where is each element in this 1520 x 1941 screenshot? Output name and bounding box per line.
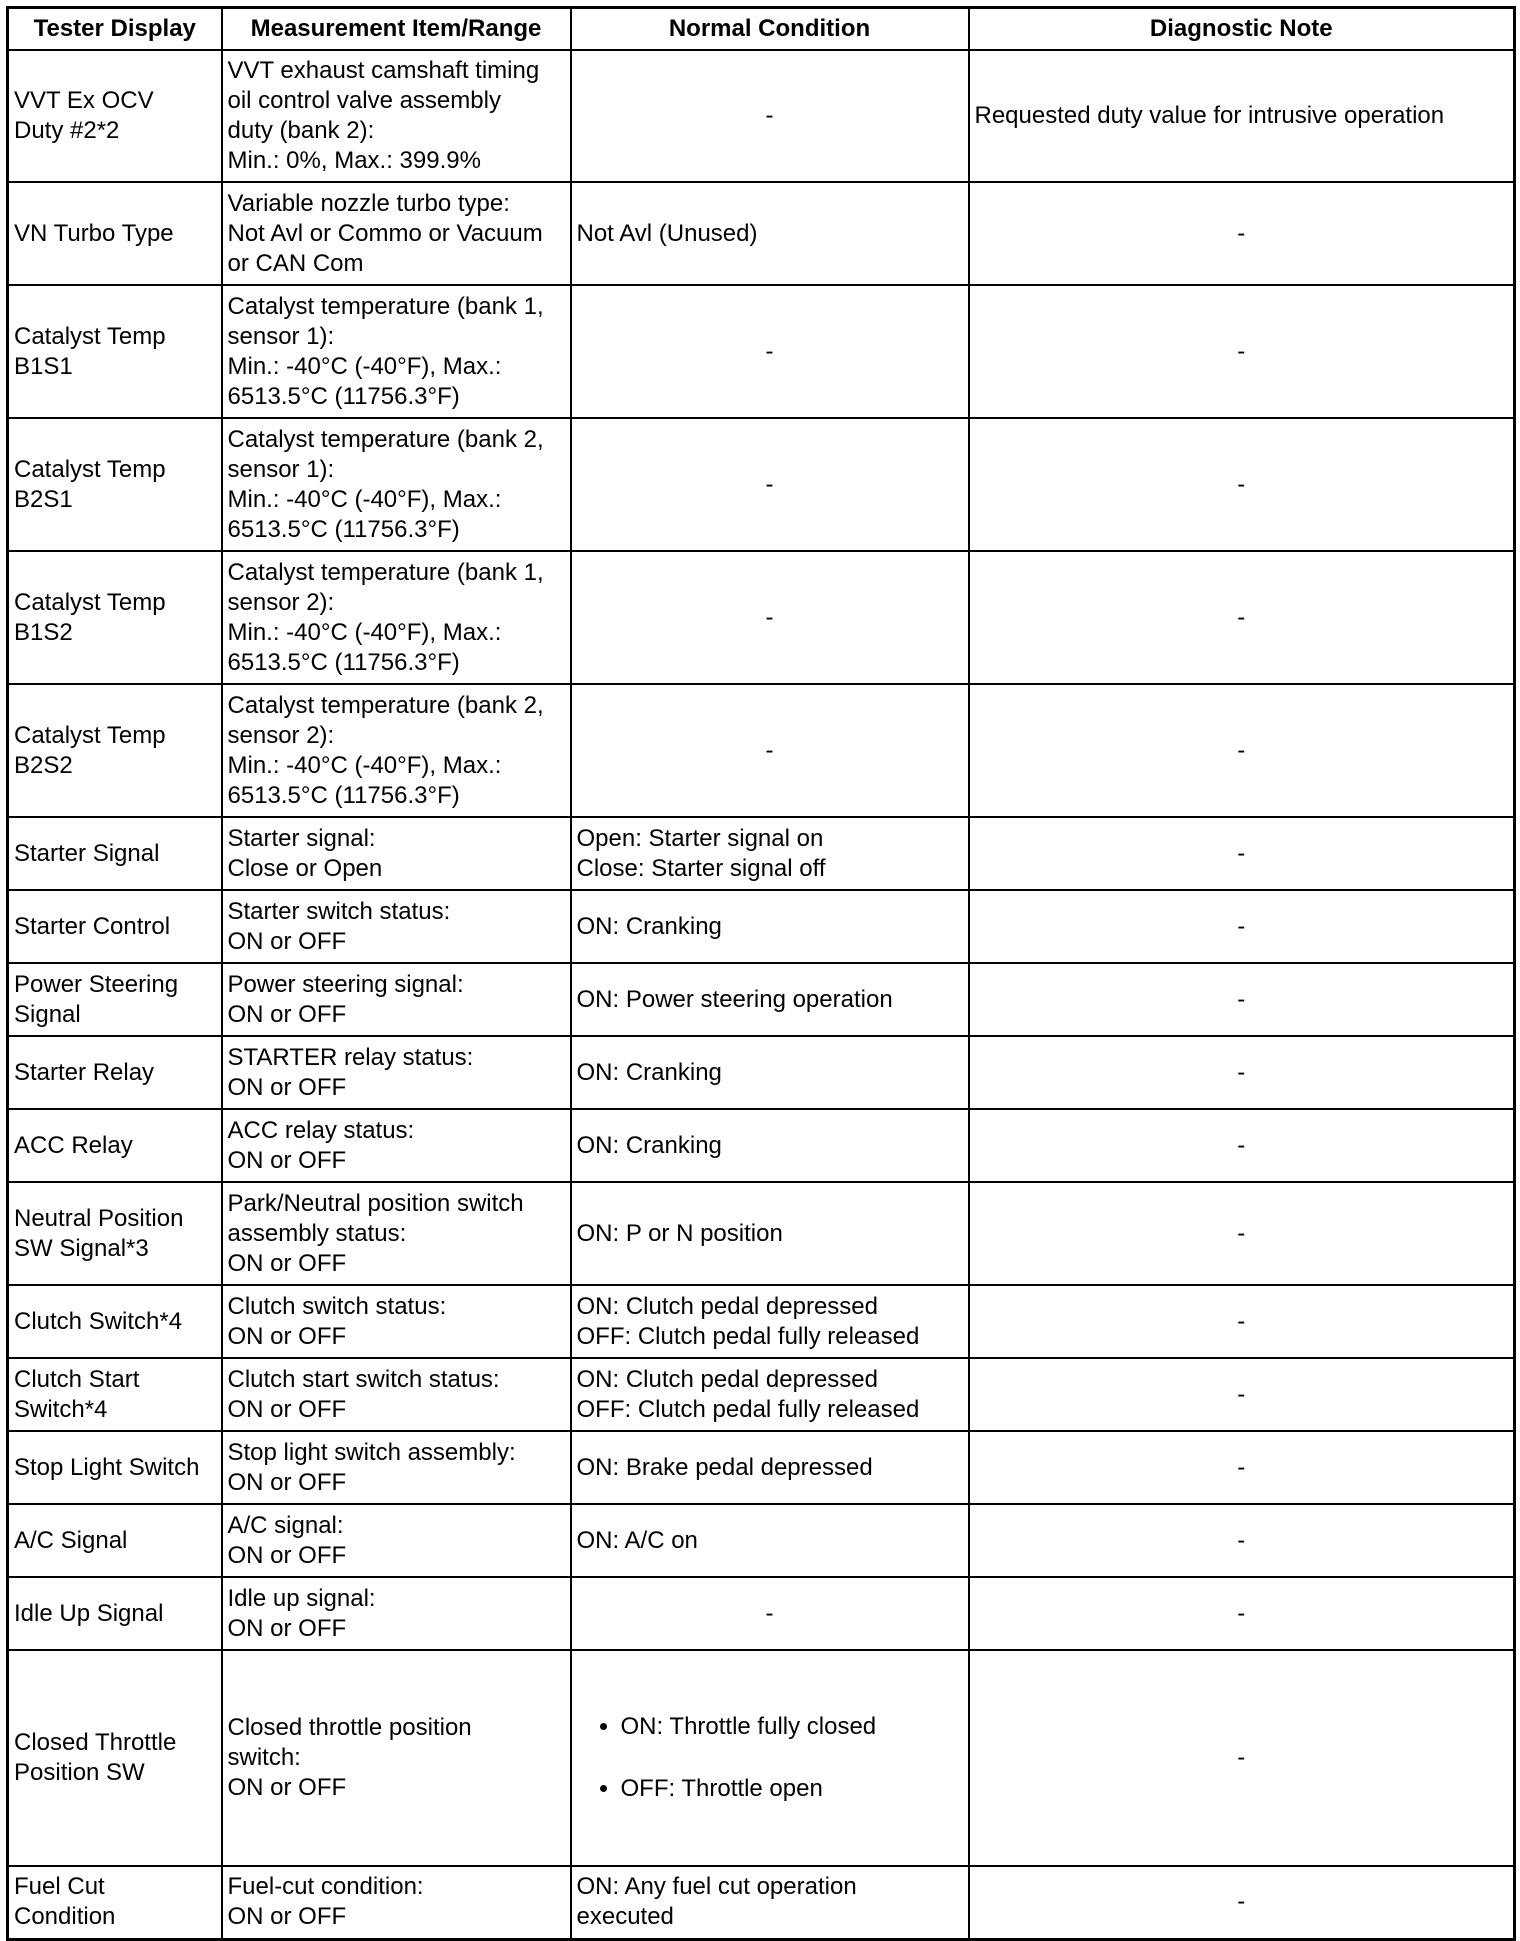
tester-display-cell: Power Steering Signal — [8, 963, 222, 1036]
column-header-tester-display: Tester Display — [8, 8, 222, 51]
tester-display-cell: VN Turbo Type — [8, 182, 222, 285]
normal-condition-cell: ON: P or N position — [571, 1182, 969, 1285]
normal-condition-cell: ON: Power steering operation — [571, 963, 969, 1036]
diagnostic-note-cell: - — [969, 182, 1515, 285]
table-row — [8, 817, 1515, 890]
range-cell: Variable nozzle turbo type: Not Avl or Commo or Vacuum or CAN Com — [222, 182, 571, 285]
tester-display-cell: Starter Signal — [8, 817, 222, 890]
diagnostic-note-cell: - — [969, 1650, 1515, 1866]
range-cell: Starter signal: Close or Open — [222, 817, 571, 890]
normal-condition-cell: ON: Clutch pedal depressed OFF: Clutch pedal fully released — [571, 1358, 969, 1431]
table-row — [8, 1866, 1515, 1939]
diagnostic-note-cell: - — [969, 285, 1515, 418]
tester-display-cell: Stop Light Switch — [8, 1431, 222, 1504]
range-cell: Catalyst temperature (bank 1, sensor 2): Min.: -40°C (-40°F), Max.: 6513.5°C (11756.3°F) — [222, 551, 571, 684]
table-row — [8, 182, 1515, 285]
table-row — [8, 1182, 1515, 1285]
column-header-diagnostic-note: Diagnostic Note — [969, 8, 1515, 51]
table-row — [8, 285, 1515, 418]
normal-condition-cell: - — [571, 551, 969, 684]
tester-display-cell: Catalyst Temp B1S1 — [8, 285, 222, 418]
diagnostic-note-cell: - — [969, 890, 1515, 963]
diagnostic-note-cell: - — [969, 551, 1515, 684]
range-cell: Catalyst temperature (bank 1, sensor 1): Min.: -40°C (-40°F), Max.: 6513.5°C (11756.3°F) — [222, 285, 571, 418]
table-row — [8, 684, 1515, 817]
range-cell: Catalyst temperature (bank 2, sensor 1): Min.: -40°C (-40°F), Max.: 6513.5°C (11756.3°F) — [222, 418, 571, 551]
range-cell: Closed throttle position switch: ON or OFF — [222, 1650, 571, 1866]
diagnostic-note-cell: - — [969, 1431, 1515, 1504]
table-row — [8, 1431, 1515, 1504]
diagnostic-note-cell: - — [969, 1866, 1515, 1939]
normal-condition-cell: - — [571, 50, 969, 182]
table-row — [8, 963, 1515, 1036]
tester-display-cell: Neutral Position SW Signal*3 — [8, 1182, 222, 1285]
tester-display-cell: Clutch Start Switch*4 — [8, 1358, 222, 1431]
diagnostic-note-cell: - — [969, 1358, 1515, 1431]
bullet-list — [577, 1681, 963, 1835]
normal-condition-cell: ON: Cranking — [571, 1109, 969, 1182]
column-header-normal-condition: Normal Condition — [571, 8, 969, 51]
tester-display-cell: VVT Ex OCV Duty #2*2 — [8, 50, 222, 182]
range-cell: ACC relay status: ON or OFF — [222, 1109, 571, 1182]
table-row — [8, 1109, 1515, 1182]
range-cell: Clutch start switch status: ON or OFF — [222, 1358, 571, 1431]
normal-condition-cell: ON: Brake pedal depressed — [571, 1431, 969, 1504]
diagnostic-note-cell: - — [969, 1285, 1515, 1358]
diagnostic-note-cell: - — [969, 1182, 1515, 1285]
bullet-item: • ON: Throttle fully closed — [621, 1711, 963, 1743]
table-row — [8, 1650, 1515, 1866]
diagnostic-note-cell: - — [969, 1036, 1515, 1109]
normal-condition-cell: ON: Any fuel cut operation executed — [571, 1866, 969, 1939]
tester-display-cell: ACC Relay — [8, 1109, 222, 1182]
data-list-table — [6, 6, 1516, 1941]
table-row — [8, 1577, 1515, 1650]
normal-condition-cell: Not Avl (Unused) — [571, 182, 969, 285]
range-cell: Idle up signal: ON or OFF — [222, 1577, 571, 1650]
tester-display-cell: Idle Up Signal — [8, 1577, 222, 1650]
range-cell: Clutch switch status: ON or OFF — [222, 1285, 571, 1358]
normal-condition-cell: ON: Cranking — [571, 1036, 969, 1109]
table-row — [8, 418, 1515, 551]
diagnostic-note-cell: - — [969, 963, 1515, 1036]
normal-condition-cell: ON: Cranking — [571, 890, 969, 963]
normal-condition-cell: - — [571, 1577, 969, 1650]
range-cell: Fuel-cut condition: ON or OFF — [222, 1866, 571, 1939]
normal-condition-cell: - — [571, 418, 969, 551]
table-row — [8, 50, 1515, 182]
diagnostic-note-cell: - — [969, 1577, 1515, 1650]
normal-condition-cell — [571, 1650, 969, 1866]
range-cell: Stop light switch assembly: ON or OFF — [222, 1431, 571, 1504]
range-cell: Power steering signal: ON or OFF — [222, 963, 571, 1036]
tester-display-cell: Catalyst Temp B2S2 — [8, 684, 222, 817]
tester-display-cell: Starter Relay — [8, 1036, 222, 1109]
normal-condition-cell: Open: Starter signal on Close: Starter signal off — [571, 817, 969, 890]
table-row — [8, 551, 1515, 684]
header-row — [8, 8, 1515, 51]
tester-display-cell: Clutch Switch*4 — [8, 1285, 222, 1358]
range-cell: STARTER relay status: ON or OFF — [222, 1036, 571, 1109]
range-cell: Catalyst temperature (bank 2, sensor 2): Min.: -40°C (-40°F), Max.: 6513.5°C (11756.3°F) — [222, 684, 571, 817]
tester-display-cell: A/C Signal — [8, 1504, 222, 1577]
range-cell: Park/Neutral position switch assembly status: ON or OFF — [222, 1182, 571, 1285]
column-header-measurement-range: Measurement Item/Range — [222, 8, 571, 51]
table-row — [8, 1036, 1515, 1109]
normal-condition-cell: ON: A/C on — [571, 1504, 969, 1577]
table-row — [8, 1358, 1515, 1431]
diagnostic-note-cell: - — [969, 1109, 1515, 1182]
tester-display-cell: Starter Control — [8, 890, 222, 963]
table-row — [8, 1285, 1515, 1358]
table-row — [8, 1504, 1515, 1577]
diagnostic-note-cell: - — [969, 418, 1515, 551]
normal-condition-cell: - — [571, 285, 969, 418]
diagnostic-note-cell: - — [969, 817, 1515, 890]
normal-condition-cell: - — [571, 684, 969, 817]
table-row — [8, 890, 1515, 963]
diagnostic-note-cell: - — [969, 684, 1515, 817]
range-cell: A/C signal: ON or OFF — [222, 1504, 571, 1577]
tester-display-cell: Closed Throttle Position SW — [8, 1650, 222, 1866]
tester-display-cell: Catalyst Temp B1S2 — [8, 551, 222, 684]
normal-condition-cell: ON: Clutch pedal depressed OFF: Clutch pedal fully released — [571, 1285, 969, 1358]
tester-display-cell: Catalyst Temp B2S1 — [8, 418, 222, 551]
tester-display-cell: Fuel Cut Condition — [8, 1866, 222, 1939]
diagnostic-note-cell: Requested duty value for intrusive operation — [969, 50, 1515, 182]
range-cell: VVT exhaust camshaft timing oil control valve assembly duty (bank 2): Min.: 0%, Max.: 399.9% — [222, 50, 571, 182]
diagnostic-note-cell: - — [969, 1504, 1515, 1577]
range-cell: Starter switch status: ON or OFF — [222, 890, 571, 963]
bullet-item: • OFF: Throttle open — [621, 1773, 963, 1805]
